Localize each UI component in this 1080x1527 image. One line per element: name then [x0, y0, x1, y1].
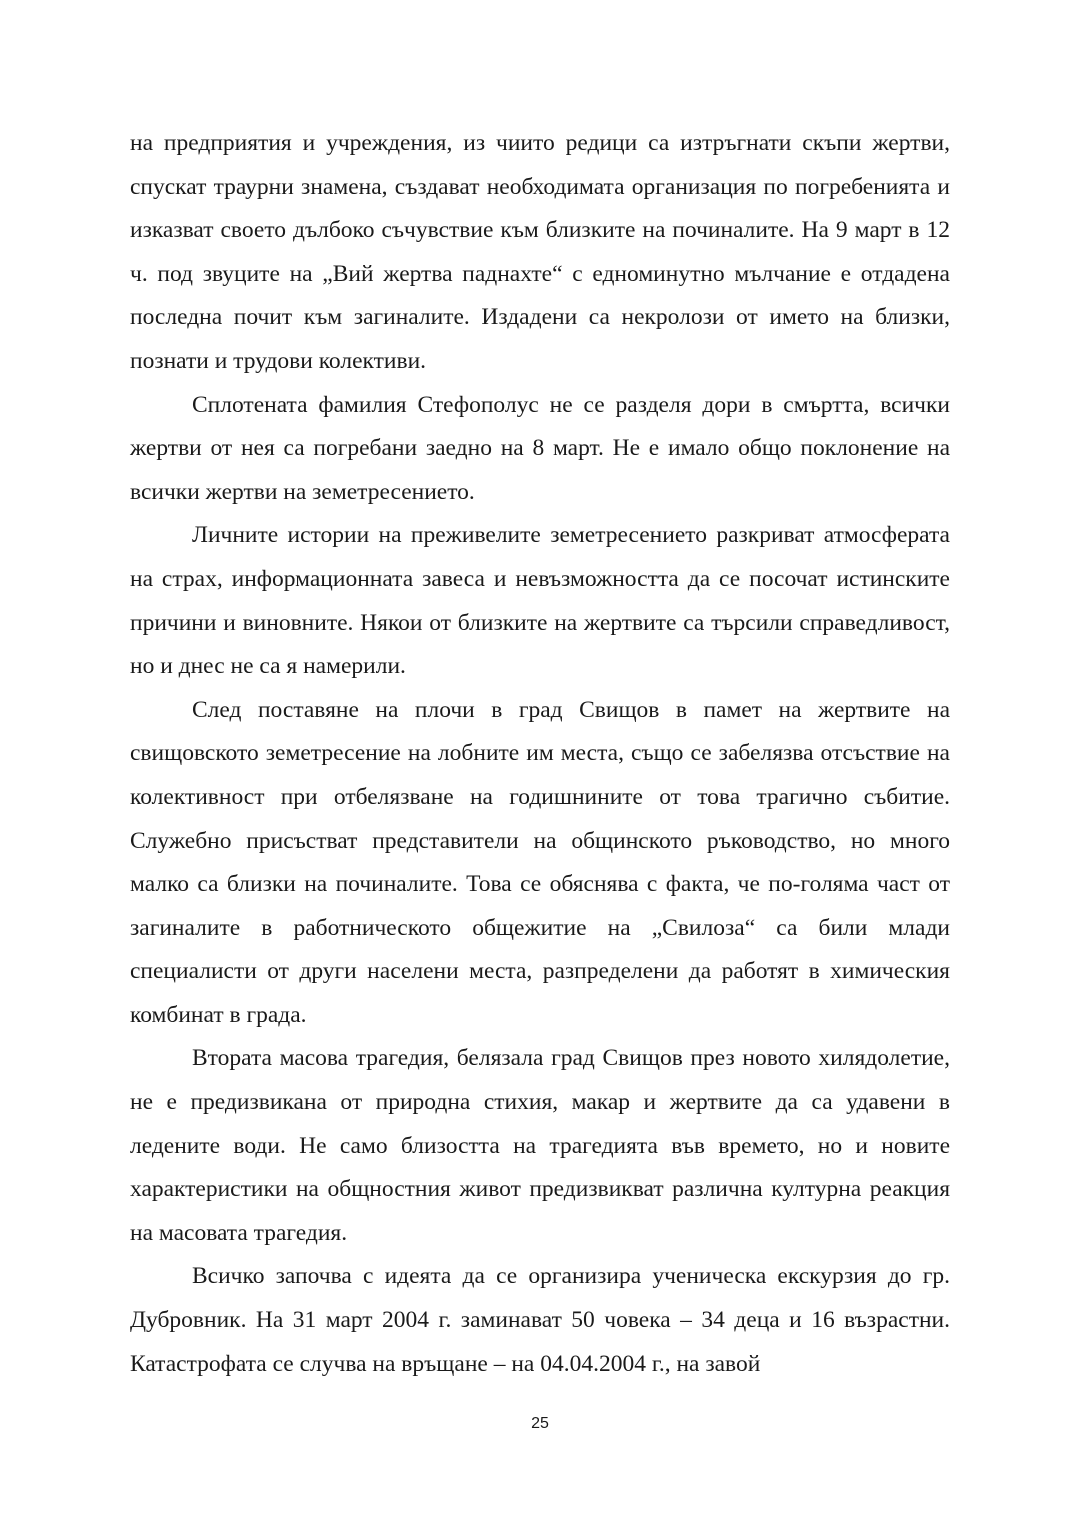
- paragraph-3: Личните истории на преживелите земетресението разкриват атмосферата на страх, информационната завеса и невъзможността да се посочат истинските причини и виновните. Някои от близките на жертвите са търсили справедливост, но и днес не са я намерили.: [130, 522, 950, 680]
- paragraph-6: Всичко започва с идеята да се организира ученическа екскурзия до гр. Дубровник. На 31 март 2004 г. заминават 50 човека – 34 деца и 16 възрастни. Катастрофата се случва на връщане – на 04.04.2004 г., на завой: [130, 1263, 950, 1377]
- paragraph-2: Сплотената фамилия Стефополус не се разделя дори в смъртта, всички жертви от нея са погребани заедно на 8 март. Не е имало общо поклонение на всички жертви на земетресението.: [130, 391, 950, 505]
- document-body: [130, 122, 950, 1386]
- paragraph-4: След поставяне на плочи в град Свищов в памет на жертвите на свищовското земетресение на лобните им места, също се забелязва отсъствие на колективност при отбелязване на годишнините от това трагично събитие. Служебно присъстват представители на общинското ръководство, но много малко са близки на починалите. Това се обяснява с факта, че по-голяма част от загиналите в работническото общежитие на „Свилоза“ са били млади специалисти от други населени места, разпределени да работят в химическия комбинат в града.: [130, 696, 950, 1028]
- paragraph-5: Втората масова трагедия, белязала град Свищов през новото хилядолетие, не е предизвикана от природна стихия, макар и жертвите да са удавени в ледените води. Не само близостта на трагедията във времето, но и новите характеристики на общностния живот предизвикват различна културна реакция на масовата трагедия.: [130, 1045, 950, 1246]
- page-number: 25: [531, 1415, 549, 1432]
- paragraph-1: на предприятия и учреждения, из чиито редици са изтръгнати скъпи жертви, спускат траурни знамена, създават необходимата организация по погребенията и изказват своето дълбоко съчувствие към близките на починалите. На 9 март в 12 ч. под звуците на „Вий жертва паднахте“ с едноминутно мълчание е отдадена последна почит към загиналите. Издадени са некролози от името на близки, познати и трудови колективи.: [130, 130, 950, 374]
